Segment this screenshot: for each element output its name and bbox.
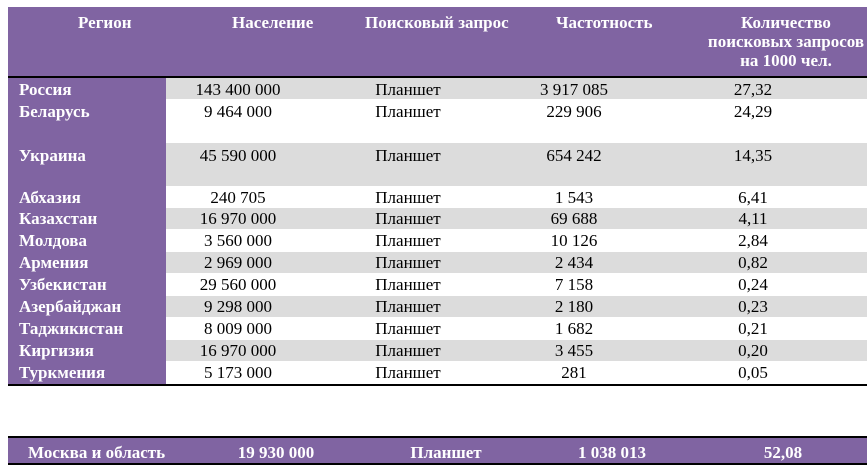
row-frequency: 2 180 <box>554 297 594 316</box>
row-query: Планшет <box>375 363 441 382</box>
row-region: Киргизия <box>8 340 166 362</box>
table-header <box>8 7 867 76</box>
header-per1000-line1: Количество <box>741 13 831 32</box>
row-region: Украина <box>8 143 166 187</box>
row-frequency: 10 126 <box>550 231 598 250</box>
row-region: Молдова <box>8 230 166 252</box>
row-population: 9 298 000 <box>204 297 272 316</box>
total-per1000: 52,08 <box>763 443 803 462</box>
table-row <box>8 362 867 384</box>
table-row <box>8 340 867 362</box>
table-row <box>8 296 867 318</box>
header-frequency: Частотность <box>556 13 653 32</box>
row-region: Туркмения <box>8 362 166 384</box>
row-per1000: 0,05 <box>738 363 768 382</box>
row-per1000: 27,32 <box>733 80 773 99</box>
row-query: Планшет <box>375 188 441 207</box>
row-frequency: 1 682 <box>554 319 594 338</box>
table-row <box>8 78 867 100</box>
table-bottom-divider <box>8 384 867 386</box>
row-query: Планшет <box>375 275 441 294</box>
row-region: Россия <box>8 78 166 100</box>
row-query: Планшет <box>375 297 441 316</box>
row-population: 3 560 000 <box>204 231 272 250</box>
row-frequency: 2 434 <box>554 253 594 272</box>
row-population: 240 705 <box>210 188 266 207</box>
header-per1000-line2: поисковых запросов <box>707 32 865 51</box>
table-row <box>8 318 867 340</box>
total-query: Планшет <box>410 443 482 462</box>
row-region: Беларусь <box>8 100 166 143</box>
row-frequency: 229 906 <box>546 102 602 121</box>
row-per1000: 4,11 <box>738 209 768 228</box>
row-frequency: 69 688 <box>550 209 598 228</box>
header-per1000-line3: на 1000 чел. <box>740 51 832 70</box>
row-region: Абхазия <box>8 187 166 208</box>
table-row <box>8 252 867 274</box>
row-population: 9 464 000 <box>204 102 272 121</box>
row-query: Планшет <box>375 146 441 165</box>
total-frequency: 1 038 013 <box>578 443 646 462</box>
row-population: 143 400 000 <box>195 80 281 99</box>
row-per1000: 2,84 <box>738 231 768 250</box>
row-frequency: 281 <box>561 363 587 382</box>
row-query: Планшет <box>375 80 441 99</box>
row-per1000: 6,41 <box>738 188 768 207</box>
table-row <box>8 100 867 143</box>
row-region: Азербайджан <box>8 296 166 318</box>
header-query: Поисковый запрос <box>365 13 509 32</box>
row-query: Планшет <box>375 319 441 338</box>
row-population: 16 970 000 <box>199 209 277 228</box>
row-population: 45 590 000 <box>199 146 277 165</box>
row-per1000: 0,21 <box>738 319 768 338</box>
row-population: 29 560 000 <box>199 275 277 294</box>
row-frequency: 3 455 <box>554 341 594 360</box>
row-per1000: 0,20 <box>738 341 768 360</box>
row-per1000: 0,82 <box>738 253 768 272</box>
table-row <box>8 187 867 208</box>
row-frequency: 3 917 085 <box>540 80 608 99</box>
row-query: Планшет <box>375 253 441 272</box>
row-query: Планшет <box>375 102 441 121</box>
row-frequency: 7 158 <box>554 275 594 294</box>
header-region: Регион <box>78 13 132 32</box>
row-population: 16 970 000 <box>199 341 277 360</box>
row-region: Таджикистан <box>8 318 166 340</box>
row-population: 2 969 000 <box>204 253 272 272</box>
table-row <box>8 230 867 252</box>
row-population: 5 173 000 <box>204 363 272 382</box>
header-population: Население <box>232 13 314 32</box>
row-query: Планшет <box>375 341 441 360</box>
row-query: Планшет <box>375 209 441 228</box>
table-row <box>8 208 867 230</box>
table-row <box>8 143 867 187</box>
row-query: Планшет <box>375 231 441 250</box>
row-frequency: 654 242 <box>546 146 602 165</box>
row-per1000: 0,23 <box>738 297 768 316</box>
header-per1000 <box>696 13 867 70</box>
table-row <box>8 274 867 296</box>
total-row-moscow <box>8 436 867 465</box>
row-region: Казахстан <box>8 208 166 230</box>
total-population: 19 930 000 <box>237 443 315 462</box>
row-per1000: 24,29 <box>733 102 773 121</box>
row-per1000: 0,24 <box>738 275 768 294</box>
row-frequency: 1 543 <box>554 188 594 207</box>
row-region: Армения <box>8 252 166 274</box>
row-region: Узбекистан <box>8 274 166 296</box>
row-per1000: 14,35 <box>733 146 773 165</box>
row-population: 8 009 000 <box>204 319 272 338</box>
total-region: Москва и область <box>28 443 166 462</box>
